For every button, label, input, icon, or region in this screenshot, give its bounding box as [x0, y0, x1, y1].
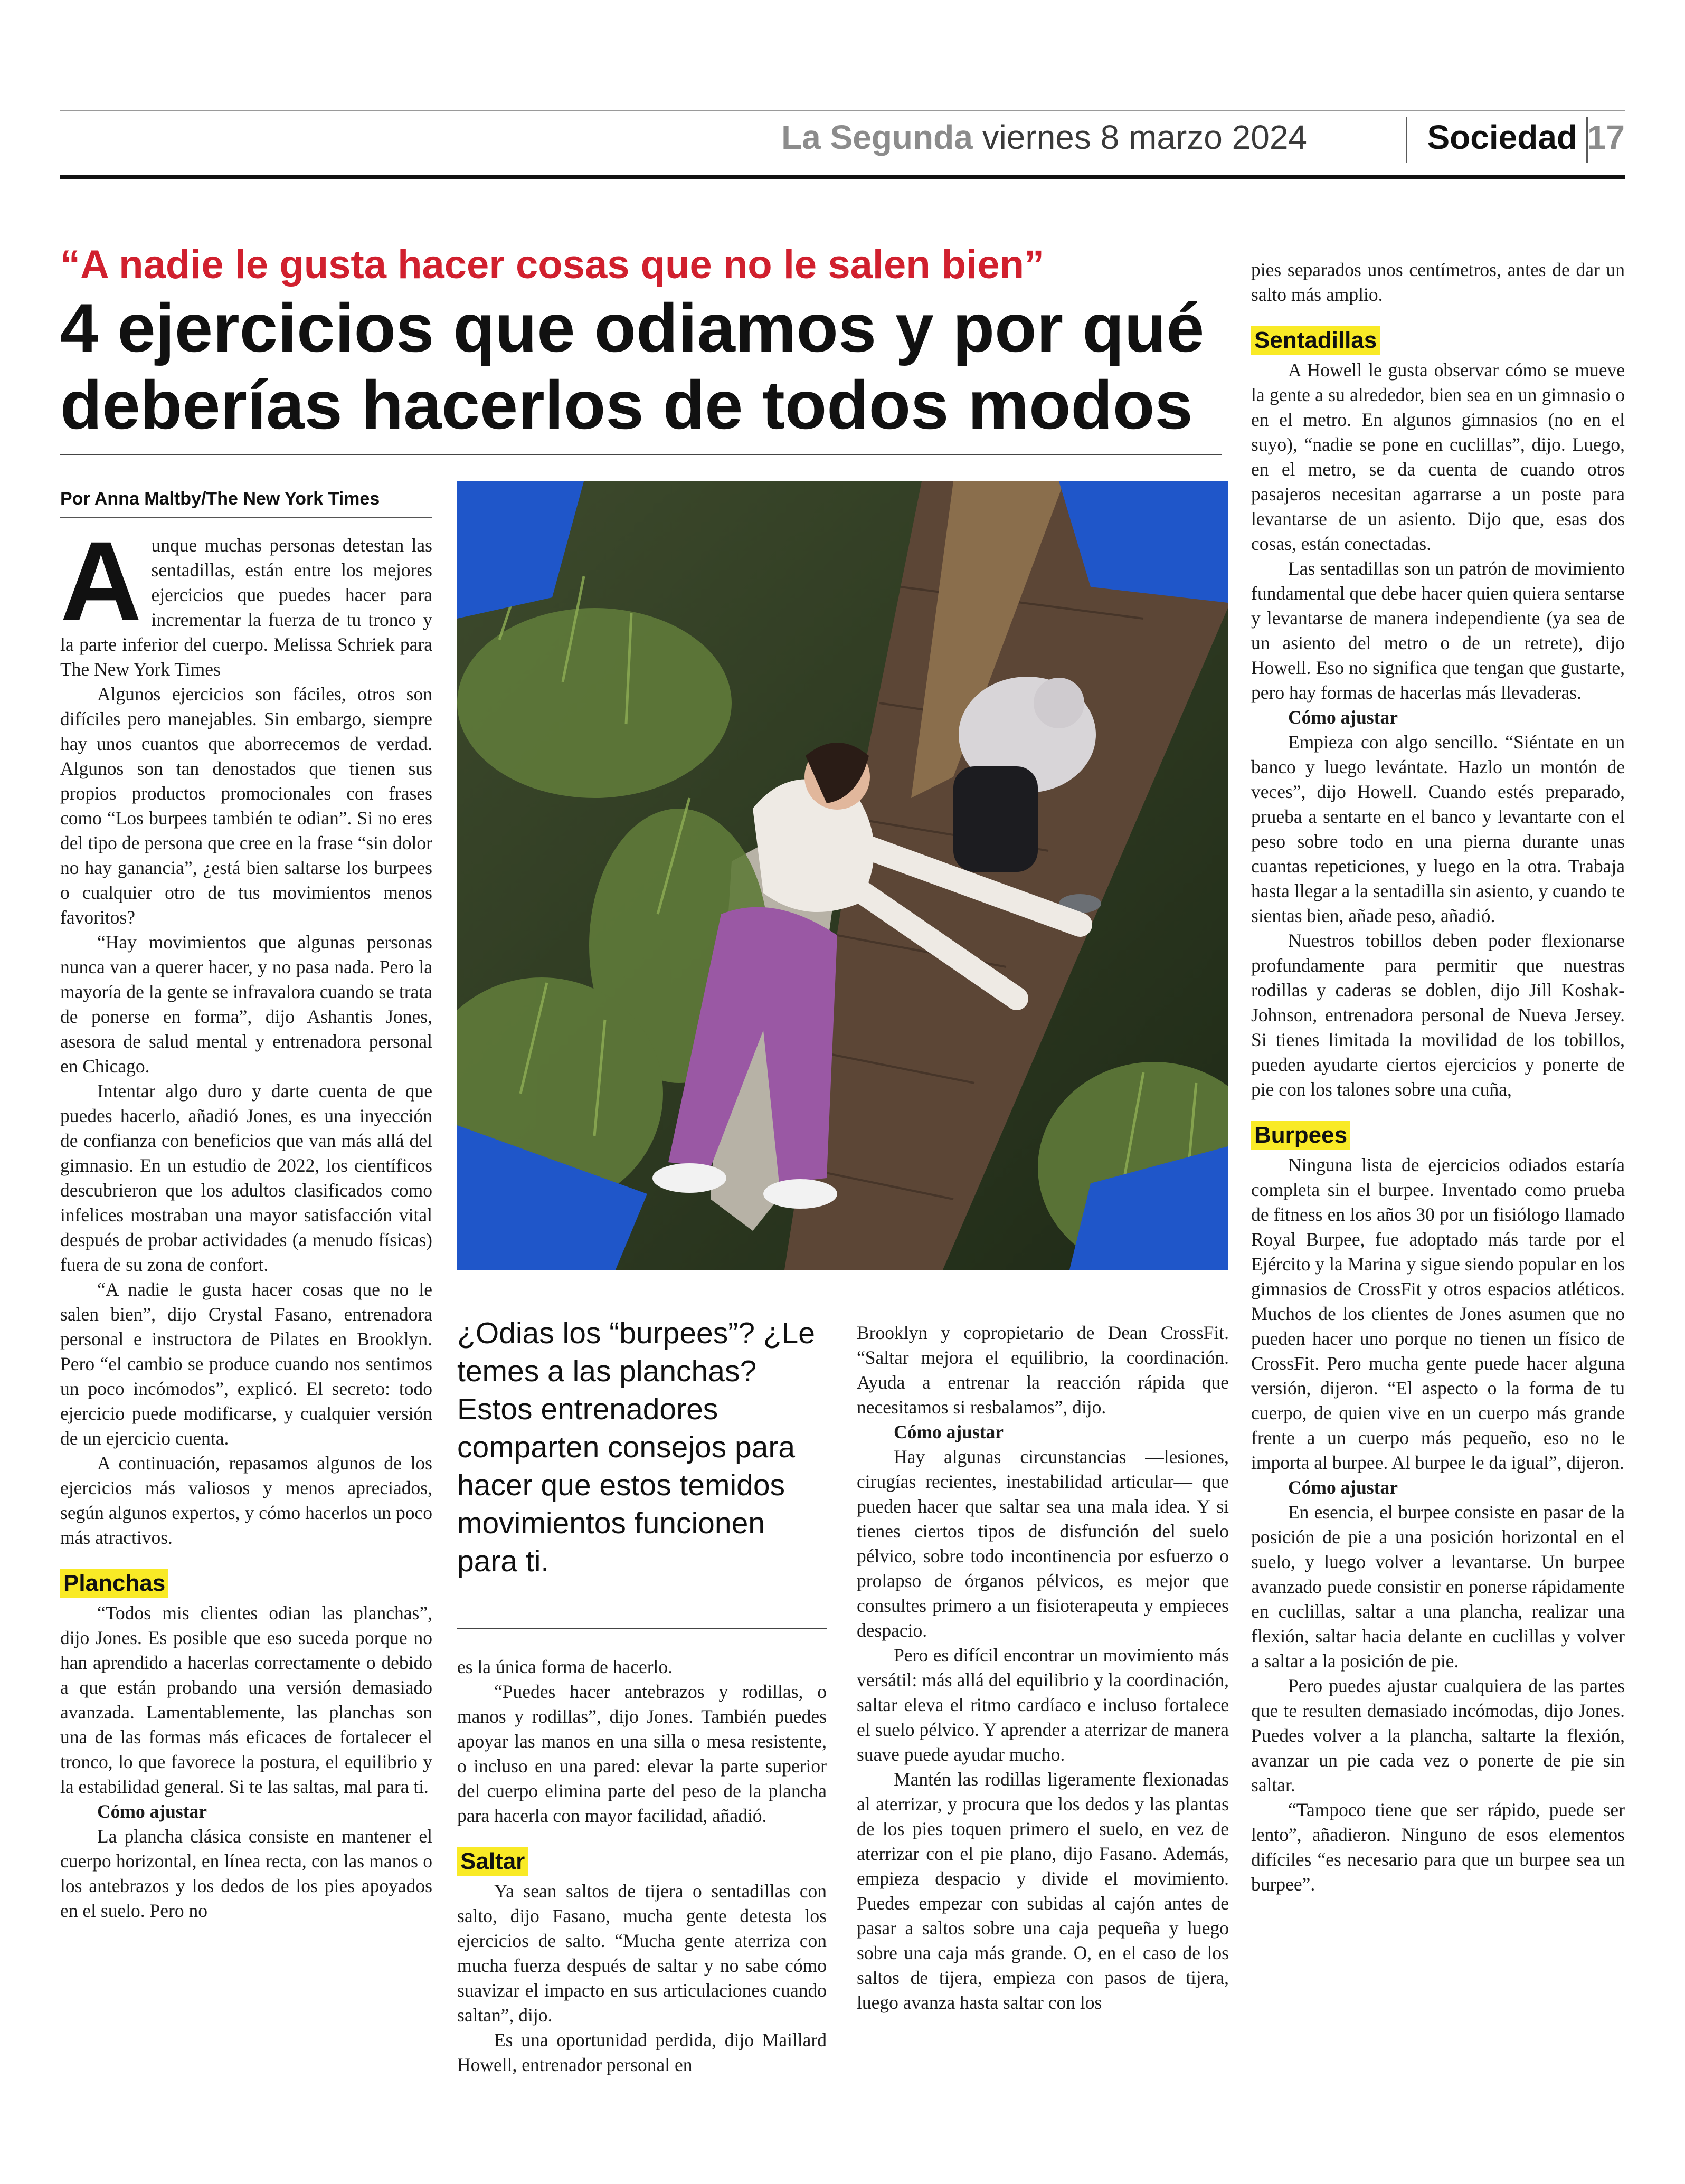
masthead-divider: [1406, 117, 1407, 163]
column-4: [1251, 258, 1625, 1897]
paragraph: La plancha clásica consiste en mantener el cuerpo horizontal, en línea recta, con las manos o los antebrazos y los dedos de los pies apoyados en el suelo. Pero no: [60, 1826, 432, 1921]
newspaper-name: La Segunda: [781, 118, 973, 156]
section-name: Sociedad: [1427, 118, 1577, 156]
article-photo: [457, 481, 1228, 1270]
headline: 4 ejercicios que odiamos y por qué deberías hacerlos de todos modos: [60, 289, 1205, 443]
paragraph: Hay algunas circunstancias —lesiones, cirugías recientes, inestabilidad articular— que pueden hacer que saltar sea una mala idea. Y si tienes ciertos tipos de disfunción del suelo pélvico, sobre todo incontinencia por esfuerzo o prolapso de órganos pélvicos, es mejor que consultes primero a un fisioterapeuta y empieces despacio.: [857, 1446, 1229, 1641]
section-heading-burpees: Burpees: [1251, 1121, 1350, 1150]
section-heading-planchas: Planchas: [60, 1569, 168, 1598]
column-3: [857, 1321, 1229, 2015]
photo-illustration: [457, 481, 1228, 1270]
paragraph: “Tampoco tiene que ser rápido, puede ser lento”, añadieron. Ninguno de esos elementos difíciles “es necesario para que un burpee sea un burpee”.: [1251, 1799, 1625, 1895]
top-rule: [60, 110, 1625, 111]
masthead: [60, 112, 1625, 174]
lead-paragraph: [60, 518, 432, 682]
section-heading-sentadillas: Sentadillas: [1251, 326, 1380, 355]
subheading: Cómo ajustar: [1288, 707, 1398, 728]
header-rule: [60, 175, 1625, 179]
paragraph: A continuación, repasamos algunos de los ejercicios más valiosos y menos apreciados, según algunos expertos, y cómo hacerlos un poco más atractivos.: [60, 1452, 432, 1548]
byline: Por Anna Maltby/The New York Times: [60, 489, 380, 509]
paragraph: “Puedes hacer antebrazos y rodillas, o manos y rodillas”, dijo Jones. También puedes apoyar las manos en una silla o mesa resistente, o incluso en una pared: elevar la parte superior del cuerpo elimina parte del peso de la plancha para hacerla con mayor facilidad, añadió.: [457, 1681, 827, 1826]
pull-quote-rule: [457, 1628, 827, 1629]
paragraph: En esencia, el burpee consiste en pasar de la posición de pie a una posición horizontal en el suelo, y luego volver a levantarse. Un burpee avanzado puede consistir en ponerse rápidamente en cuclillas, saltar a una plancha, realizar una flexión, saltar hacia delante en cuclillas y volver a saltar a la posición de pie.: [1251, 1502, 1625, 1672]
issue-date: viernes 8 marzo 2024: [982, 118, 1307, 156]
paragraph: Pero es difícil encontrar un movimiento más versátil: más allá del equilibrio y la coordinación, saltar eleva el ritmo cardíaco e incluso fortalece el suelo pélvico. Y aprender a aterrizar de manera suave puede ayudar mucho.: [857, 1645, 1229, 1765]
page-number: 17: [1587, 118, 1625, 156]
column-2: [457, 1655, 827, 2077]
drop-cap: A: [60, 518, 142, 644]
paragraph: “A nadie le gusta hacer cosas que no le salen bien”, dijo Crystal Fasano, entrenadora personal e instructora de Pilates en Brooklyn. Pero “el cambio se produce cuando nos sentimos un poco incómodos”, explicó. El secreto: todo ejercicio puede modificarse, y cualquier versión de un ejercicio cuenta.: [60, 1279, 432, 1449]
paragraph: Empieza con algo sencillo. “Siéntate en un banco y luego levántate. Hazlo un montón de veces”, dijo Howell. Cuando estés preparado, prueba a sentarte en el banco y levantarte con el peso sobre todo en una pierna durante unas cuantas repeticiones, y luego en la otra. Trabaja hasta llegar a la sentadilla sin asiento, y cuando te sientas bien, añade peso, añadió.: [1251, 732, 1625, 926]
subheading: Cómo ajustar: [1288, 1477, 1398, 1498]
paragraph: Es una oportunidad perdida, dijo Maillard Howell, entrenador personal en: [457, 2029, 827, 2075]
paragraph: Mantén las rodillas ligeramente flexionadas al aterrizar, y procura que los dedos y las plantas de los pies toquen primero el suelo, en vez de aterrizar con el pie plano, dijo Fasano. Además, empieza despacio y divide el movimiento. Puedes empezar con subidas al cajón antes de pasar a saltos sobre una caja pequeña y luego sobre una caja más grande. O, en el caso de los saltos de tijera, empieza con pasos de tijera, luego avanza hasta saltar con los: [857, 1769, 1229, 2013]
paragraph: Nuestros tobillos deben poder flexionarse profundamente para permitir que nuestras rodillas y caderas se doblen, dijo Jill Koshak-Johnson, entrenadora personal de Nueva Jersey. Si tienes limitada la movilidad de los tobillos, pueden ayudarte ciertos ejercicios y ponerte de pie con los talones sobre una cuña,: [1251, 930, 1625, 1100]
newspaper-brand: [781, 118, 1307, 157]
paragraph: Ninguna lista de ejercicios odiados estaría completa sin el burpee. Inventado como prueba de fitness en los años 30 por un fisiólogo llamado Royal Burpee, fue adoptado más tarde por el Ejército y la Marina y sigue siendo popular en los gimnasios de CrossFit y otros espacios atléticos. Muchos de los clientes de Jones asumen que no pueden hacer uno porque no tienen un físico de CrossFit. Pero mucha gente puede hacer alguna versión, dijeron. “El aspecto o la forma de tu cuerpo, de quien vive en un cuerpo más grande frente a un cuerpo más pequeño, eso no le importa al burpee. Al burpee le da igual”, dijeron.: [1251, 1154, 1625, 1473]
lead-text: unque muchas personas detestan las sentadillas, están entre los mejores ejercicios que puedes hacer para incrementar la fuerza de tu tronco y la parte inferior del cuerpo. Melissa Schriek para The New York Times: [60, 535, 432, 680]
paragraph: A Howell le gusta observar cómo se mueve la gente a su alrededor, bien sea en un gimnasio o en el metro. En algunos gimnasios (no en el suyo), “nadie se pone en cuclillas”, dijo. Luego, en el metro, se da cuenta de cuando otros pasajeros necesitan agarrarse a un poste para levantarse de un asiento. Dijo que, esas dos cosas, están conectadas.: [1251, 359, 1625, 554]
paragraph: Intentar algo duro y darte cuenta de que puedes hacerlo, añadió Jones, es una inyección de confianza con beneficios que van más allá del gimnasio. En un estudio de 2022, los científicos descubrieron que los adultos clasificados como infelices mostraban una mayor satisfacción vital después de probar actividades (a menudo físicas) fuera de su zona de confort.: [60, 1080, 432, 1275]
paragraph: pies separados unos centímetros, antes de dar un salto más amplio.: [1251, 259, 1625, 305]
paragraph: Ya sean saltos de tijera o sentadillas con salto, dijo Fasano, mucha gente detesta los ejercicios de salto. “Mucha gente aterriza con mucha fuerza después de saltar y no sabe cómo suavizar el impacto en sus articulaciones cuando saltan”, dijo.: [457, 1881, 827, 2026]
column-1: [60, 518, 432, 1923]
pull-quote: ¿Odias los “burpees”? ¿Le temes a las planchas? Estos entrenadores comparten consejos para hacer que estos temidos movimientos funcionen para ti.: [457, 1316, 815, 1578]
subheading: Cómo ajustar: [894, 1421, 1004, 1442]
section-heading-saltar: Saltar: [457, 1847, 528, 1876]
paragraph: “Hay movimientos que algunas personas nunca van a querer hacer, y no pasa nada. Pero la mayoría de la gente se infravalora cuando se trata de ponerse en forma”, dijo Ashantis Jones, asesora de salud mental y entrenadora personal en Chicago.: [60, 932, 432, 1077]
paragraph: Brooklyn y copropietario de Dean CrossFit. “Saltar mejora el equilibrio, la coordinación. Ayuda a entrenar la reacción rápida que necesitamos si resbalamos”, dijo.: [857, 1322, 1229, 1418]
paragraph: Pero puedes ajustar cualquiera de las partes que te resulten demasiado incómodas, dijo Jones. Puedes volver a la plancha, saltarte la flexión, avanzar un pie cada vez o ponerte de pie sin saltar.: [1251, 1675, 1625, 1796]
paragraph: es la única forma de hacerlo.: [457, 1656, 673, 1677]
paragraph: Las sentadillas son un patrón de movimiento fundamental que debe hacer quien quiera sentarse y levantarse de manera independiente (ya sea de un asiento del metro o de un retrete), dijo Howell. Eso no significa que tengan que gustarte, pero hay formas de hacerlas más llevaderas.: [1251, 558, 1625, 703]
paragraph: “Todos mis clientes odian las planchas”, dijo Jones. Es posible que eso suceda porque no han aprendido a hacerlas correctamente o debido a que están probando una versión demasiado avanzada. Lamentablemente, las planchas son una de las formas más eficaces de fortalecer el tronco, lo que favorece la postura, el equilibrio y la estabilidad general. Si te las saltas, mal para ti.: [60, 1602, 432, 1797]
headline-rule: [60, 454, 1222, 455]
kicker: “A nadie le gusta hacer cosas que no le salen bien”: [60, 242, 1045, 287]
subheading: Cómo ajustar: [97, 1801, 207, 1822]
paragraph: Algunos ejercicios son fáciles, otros son difíciles pero manejables. Sin embargo, siempre hay unos cuantos que aborrecemos de verdad. Algunos son tan denostados que tienen sus propios productos promocionales con frases como “Los burpees también te odian”. Si no eres del tipo de persona que cree en la frase “sin dolor no hay ganancia”, ¿está bien saltarse los burpees o cualquier otro de tus movimientos menos favoritos?: [60, 683, 432, 928]
